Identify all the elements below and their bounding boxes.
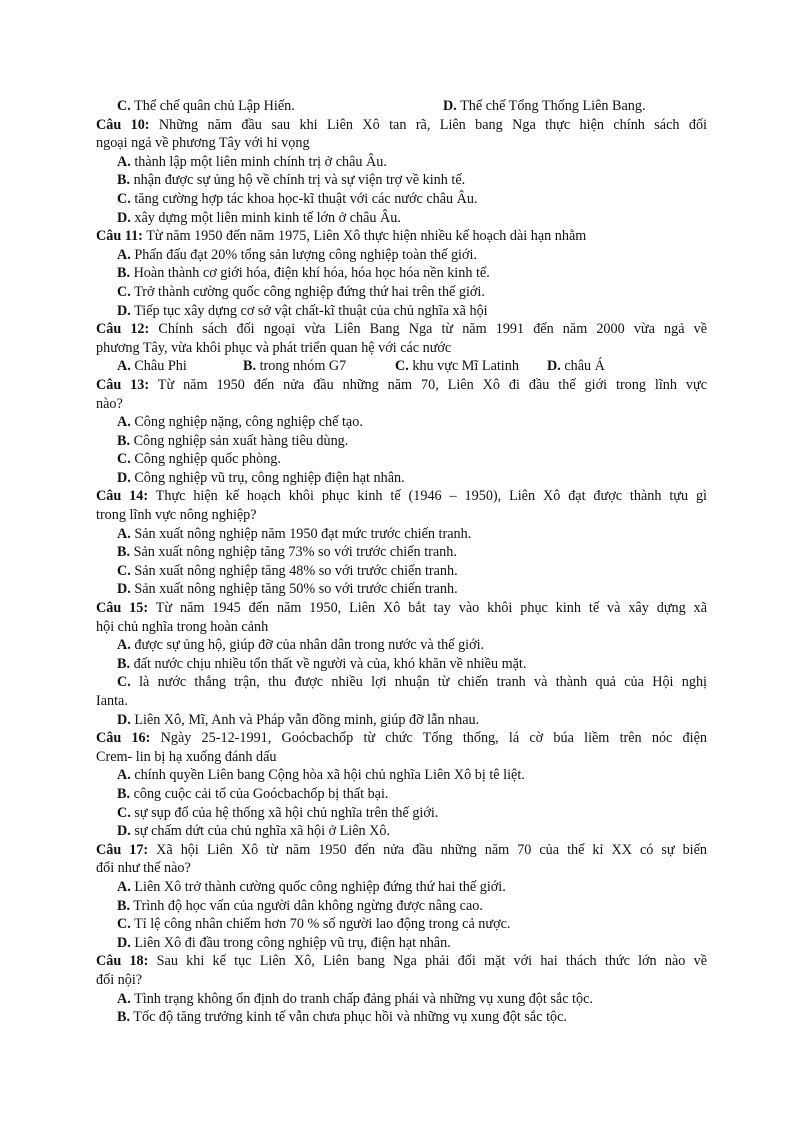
- option-letter: B.: [243, 358, 257, 375]
- option-letter: D.: [117, 469, 131, 486]
- continuation-line: trong lĩnh vực nông nghiệp?: [96, 507, 257, 524]
- answer-option: [96, 766, 707, 785]
- option-text: Liên Xô, Mĩ, Anh và Pháp vẫn đồng minh, giúp đỡ lẫn nhau.: [130, 711, 480, 728]
- option-text: khu vực Mĩ Latinh: [408, 358, 519, 375]
- answer-option: [96, 302, 707, 321]
- option-letter: A.: [117, 414, 131, 431]
- option-letter: A.: [117, 358, 131, 375]
- question-text: Từ năm 1945 đến năm 1950, Liên Xô bắt tay vào khôi phục kinh tế và xây dựng xã: [148, 600, 707, 617]
- option-letter: B.: [117, 172, 131, 189]
- continuation-line: nào?: [96, 395, 123, 412]
- answer-row: [96, 357, 707, 376]
- option-letter: A.: [117, 767, 131, 784]
- option-letter: A.: [117, 990, 131, 1007]
- answer-option: [96, 209, 707, 228]
- continuation-line: đối nội?: [96, 971, 143, 988]
- option-text: chính quyền Liên bang Cộng hòa xã hội chủ nghĩa Liên Xô bị tê liệt.: [130, 767, 525, 784]
- question-line: [96, 599, 707, 618]
- option-letter: D.: [443, 98, 457, 114]
- option-letter: D.: [117, 711, 131, 728]
- question-number: Câu 12:: [96, 321, 150, 338]
- option-letter: A.: [117, 153, 131, 170]
- answer-option: [96, 580, 707, 599]
- option-text: châu Á: [560, 358, 605, 375]
- answer-option: [96, 283, 707, 302]
- question-text: Những năm đầu sau khi Liên Xô tan rã, Liên bang Nga thực hiện chính sách đối: [149, 116, 707, 133]
- continuation-line: ngoại ngả về phương Tây với hi vọng: [96, 135, 310, 152]
- option-text: Tình trạng không ổn định do tranh chấp đảng phái và những vụ xung đột sắc tộc.: [130, 990, 593, 1007]
- question-number: Câu 10:: [96, 116, 150, 133]
- option-letter: A.: [117, 637, 131, 654]
- answer-option: [96, 878, 707, 897]
- question-number: Câu 17:: [96, 841, 149, 858]
- continuation-line: Ianta.: [96, 693, 128, 709]
- option-text: Thể chế quân chủ Lập Hiến.: [130, 98, 295, 114]
- option-letter: D.: [117, 823, 131, 840]
- answer-option: [443, 97, 646, 116]
- answer-option: [96, 804, 707, 823]
- option-text: Liên Xô trở thành cường quốc công nghiệp đứng thứ hai thế giới.: [130, 878, 506, 895]
- option-letter: D.: [117, 209, 131, 226]
- option-text: được sự ủng hộ, giúp đỡ của nhân dân trong nước và thế giới.: [130, 637, 485, 654]
- answer-option: [96, 153, 707, 172]
- document-page: [96, 97, 707, 1027]
- question-number: Câu 15:: [96, 600, 149, 617]
- option-letter: B.: [117, 655, 131, 672]
- option-letter: B.: [117, 432, 131, 449]
- answer-option: [96, 990, 707, 1009]
- answer-option: [96, 636, 707, 655]
- answer-option: [96, 785, 707, 804]
- option-letter: D.: [117, 302, 131, 319]
- option-letter: D.: [547, 358, 561, 375]
- question-line: [96, 487, 707, 506]
- question-number: Câu 18:: [96, 953, 149, 970]
- option-text: Tốc độ tăng trưởng kinh tế vẫn chưa phục hồi và những vụ xung đột sắc tộc.: [130, 1009, 567, 1026]
- option-letter: B.: [117, 544, 131, 561]
- option-letter: C.: [117, 190, 131, 207]
- option-text: Sản xuất nông nghiệp tăng 48% so với trước chiến tranh.: [130, 562, 458, 579]
- option-text: Trở thành cường quốc công nghiệp đứng thứ hai trên thế giới.: [130, 283, 485, 300]
- answer-option: [547, 357, 627, 376]
- question-text: Thực hiện kế hoạch khôi phục kinh tế (1946 – 1950), Liên Xô đạt được thành tựu gì: [148, 488, 707, 505]
- option-letter: C.: [117, 804, 131, 821]
- option-letter: C.: [395, 358, 409, 375]
- question-line: [96, 841, 707, 860]
- answer-option: [117, 357, 243, 376]
- question-text: Chính sách đối ngoại vừa Liên Bang Nga từ năm 1991 đến năm 2000 vừa ngả về: [149, 321, 707, 338]
- question-number: Câu 13:: [96, 376, 150, 393]
- answer-option: [96, 655, 707, 674]
- answer-option: [96, 171, 707, 190]
- answer-option: [96, 190, 707, 209]
- option-letter: C.: [117, 451, 131, 468]
- question-line: [96, 116, 707, 135]
- answer-option: [96, 1008, 707, 1027]
- question-number: Câu 11:: [96, 228, 143, 245]
- option-text: sự chấm dứt của chủ nghĩa xã hội ở Liên Xô.: [130, 823, 391, 840]
- option-text: Công nghiệp vũ trụ, công nghiệp điện hạt nhân.: [130, 469, 405, 486]
- option-letter: C.: [117, 916, 131, 933]
- option-text: Công nghiệp sản xuất hàng tiêu dùng.: [130, 432, 349, 449]
- answer-option: [117, 97, 443, 116]
- answer-option: [96, 673, 707, 692]
- question-line: [96, 376, 707, 395]
- option-letter: B.: [117, 785, 131, 802]
- option-text: đất nước chịu nhiều tổn thất về người và của, khó khăn về nhiều mặt.: [130, 655, 527, 672]
- option-letter: B.: [117, 265, 131, 282]
- question-line: [96, 729, 707, 748]
- question-text: Xã hội Liên Xô từ năm 1950 đến nửa đầu những năm 70 của thế kỉ XX có sự biến: [148, 841, 707, 858]
- option-text: xây dựng một liên minh kinh tế lớn ở châu Âu.: [130, 209, 401, 226]
- continuation-line: đổi như thế nào?: [96, 860, 191, 877]
- answer-option: [96, 822, 707, 841]
- option-text: nhận được sự ủng hộ về chính trị và sự viện trợ về kinh tế.: [130, 172, 466, 189]
- question-line: [96, 952, 707, 971]
- option-text: Trình độ học vấn của người dân không ngừng được nâng cao.: [130, 897, 483, 914]
- option-text: Công nghiệp nặng, công nghiệp chế tạo.: [130, 414, 363, 431]
- option-text: Liên Xô đi đầu trong công nghiệp vũ trụ, điện hạt nhân.: [130, 934, 451, 951]
- question-text: Từ năm 1950 đến năm 1975, Liên Xô thực hiện nhiều kế hoạch dài hạn nhằm: [142, 228, 587, 245]
- option-letter: C.: [117, 283, 131, 300]
- answer-option: [96, 562, 707, 581]
- option-text: Tiếp tục xây dựng cơ sở vật chất-kĩ thuật của chủ nghĩa xã hội: [130, 302, 488, 319]
- option-letter: C.: [117, 674, 131, 691]
- answer-option: [96, 934, 707, 953]
- option-letter: A.: [117, 525, 131, 542]
- answer-option: [96, 525, 707, 544]
- answer-option: [96, 450, 707, 469]
- question-number: Câu 14:: [96, 488, 149, 505]
- option-text: là nước thắng trận, thu được nhiều lợi nhuận từ chiến tranh và thành quả của Hội nghị: [130, 674, 707, 691]
- question-text: Sau khi kế tục Liên Xô, Liên bang Nga phải đối mặt với hai thách thức lớn nào về: [148, 953, 707, 970]
- answer-option: [96, 543, 707, 562]
- question-text: Ngày 25-12-1991, Goócbachốp từ chức Tổng thống, lá cờ búa liềm trên nóc điện: [150, 730, 707, 747]
- option-letter: C.: [117, 98, 131, 114]
- answer-option: [96, 413, 707, 432]
- option-text: Công nghiệp quốc phòng.: [130, 451, 281, 468]
- answer-row: [96, 97, 707, 116]
- answer-option: [96, 432, 707, 451]
- continuation-line: phương Tây, vừa khôi phục và phát triển quan hệ với các nước: [96, 339, 452, 356]
- answer-option: [96, 469, 707, 488]
- option-text: Sản xuất nông nghiệp năm 1950 đạt mức trước chiến tranh.: [130, 525, 472, 542]
- question-number: Câu 16:: [96, 730, 151, 747]
- option-text: công cuộc cải tổ của Goócbachốp bị thất bại.: [130, 785, 389, 802]
- option-letter: C.: [117, 562, 131, 579]
- answer-option: [96, 246, 707, 265]
- option-letter: B.: [117, 897, 131, 914]
- question-text: Từ năm 1950 đến nửa đầu những năm 70, Liên Xô đi đầu thế giới trong lĩnh vực: [149, 376, 707, 393]
- answer-option: [96, 264, 707, 283]
- answer-option: [243, 357, 395, 376]
- continuation-line: Crem- lin bị hạ xuống đánh dấu: [96, 748, 277, 765]
- answer-option: [96, 711, 707, 730]
- answer-option: [96, 897, 707, 916]
- option-text: Thể chế Tổng Thống Liên Bang.: [456, 98, 646, 114]
- answer-option: [96, 915, 707, 934]
- option-text: Sản xuất nông nghiệp tăng 50% so với trước chiến tranh.: [130, 581, 458, 598]
- option-text: Sản xuất nông nghiệp tăng 73% so với trước chiến tranh.: [130, 544, 457, 561]
- option-text: trong nhóm G7: [256, 358, 347, 375]
- option-text: Hoàn thành cơ giới hóa, điện khí hóa, hóa học hóa nền kinh tế.: [130, 265, 490, 282]
- option-letter: B.: [117, 1009, 131, 1026]
- answer-option: [395, 357, 547, 376]
- option-text: Châu Phi: [130, 358, 187, 375]
- option-letter: D.: [117, 934, 131, 951]
- option-text: tăng cường hợp tác khoa học-kĩ thuật với các nước châu Âu.: [130, 190, 478, 207]
- question-line: [96, 320, 707, 339]
- continuation-line: hội chủ nghĩa trong hoàn cảnh: [96, 618, 269, 635]
- option-text: sự sụp đổ của hệ thống xã hội chủ nghĩa trên thế giới.: [130, 804, 439, 821]
- option-text: Phấn đấu đạt 20% tổng sản lượng công nghiệp toàn thế giới.: [130, 246, 477, 263]
- option-letter: A.: [117, 878, 131, 895]
- option-letter: D.: [117, 581, 131, 598]
- question-line: [96, 227, 707, 246]
- option-text: thành lập một liên minh chính trị ở châu Âu.: [130, 153, 387, 170]
- option-letter: A.: [117, 246, 131, 263]
- option-text: Tỉ lệ công nhân chiếm hơn 70 % số người lao động trong cả nược.: [130, 916, 511, 933]
